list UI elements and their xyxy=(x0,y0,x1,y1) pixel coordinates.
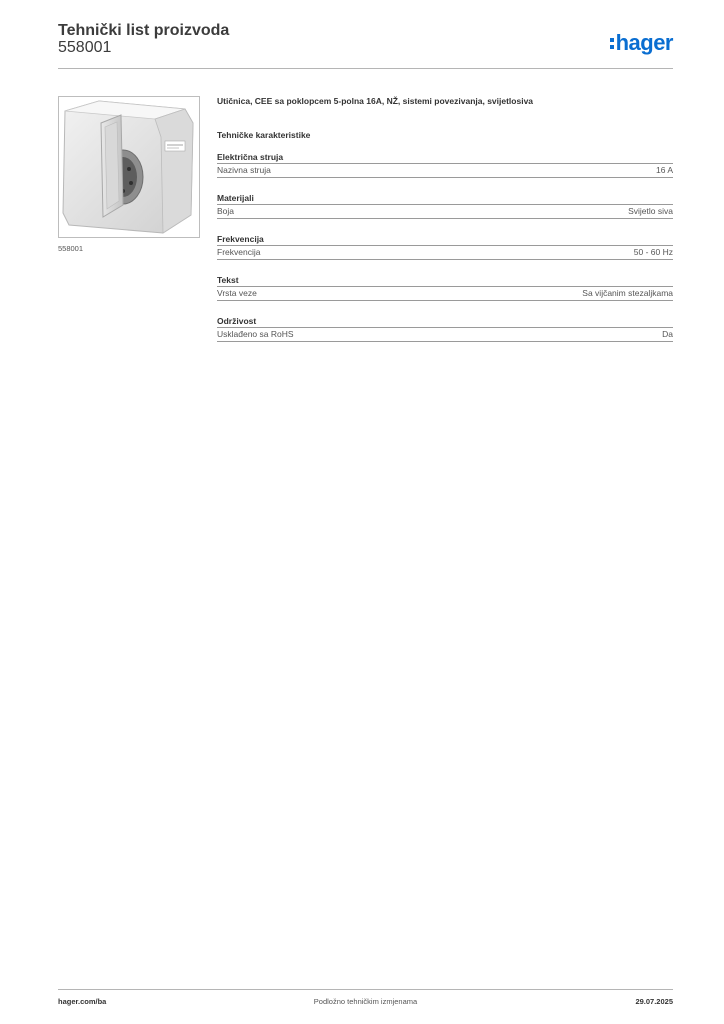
characteristic-row xyxy=(217,205,673,219)
row-value: 50 - 60 Hz xyxy=(633,247,673,257)
characteristic-group xyxy=(217,274,673,301)
characteristic-row xyxy=(217,287,673,301)
socket-outlet-icon xyxy=(59,97,199,237)
row-value: 16 A xyxy=(655,165,673,175)
header-divider xyxy=(58,68,673,69)
document-header xyxy=(58,20,673,70)
group-title: Materijali xyxy=(217,192,673,205)
group-title: Održivost xyxy=(217,315,673,328)
row-label: Frekvencija xyxy=(217,247,261,257)
row-label: Vrsta veze xyxy=(217,288,257,298)
footer-notice: Podložno tehničkim izmjenama xyxy=(313,997,418,1006)
image-caption: 558001 xyxy=(58,244,84,253)
row-value: Sa vijčanim stezaljkama xyxy=(582,288,673,298)
characteristic-row xyxy=(217,328,673,342)
row-label: Nazivna struja xyxy=(217,165,271,175)
row-label: Usklađeno sa RoHS xyxy=(217,329,294,339)
characteristic-row xyxy=(217,164,673,178)
characteristic-group xyxy=(217,233,673,260)
page-title: Tehnički list proizvoda xyxy=(58,22,230,39)
characteristic-row xyxy=(217,246,673,260)
product-description: Utičnica, CEE sa poklopcem 5-polna 16A, NŽ, sistemi povezivanja, svijetlosiva xyxy=(217,96,534,106)
characteristic-group xyxy=(217,315,673,342)
hager-logo xyxy=(610,28,673,58)
footer-divider xyxy=(58,989,673,990)
logo-text: hager xyxy=(615,30,673,55)
document-footer xyxy=(58,997,673,1011)
product-details xyxy=(217,96,673,342)
row-value: Svijetlo siva xyxy=(628,206,673,216)
logo-mark-icon xyxy=(610,38,614,49)
group-title: Frekvencija xyxy=(217,233,673,246)
characteristic-group xyxy=(217,192,673,219)
product-number: 558001 xyxy=(58,39,112,56)
row-value: Da xyxy=(662,329,673,339)
footer-website-link[interactable]: hager.com/ba xyxy=(58,997,107,1006)
product-image xyxy=(58,96,200,238)
row-label: Boja xyxy=(217,206,235,216)
characteristic-group xyxy=(217,151,673,178)
group-title: Električna struja xyxy=(217,151,673,164)
group-title: Tekst xyxy=(217,274,673,287)
footer-date: 29.07.2025 xyxy=(635,997,673,1006)
characteristics-heading: Tehničke karakteristike xyxy=(217,130,311,140)
